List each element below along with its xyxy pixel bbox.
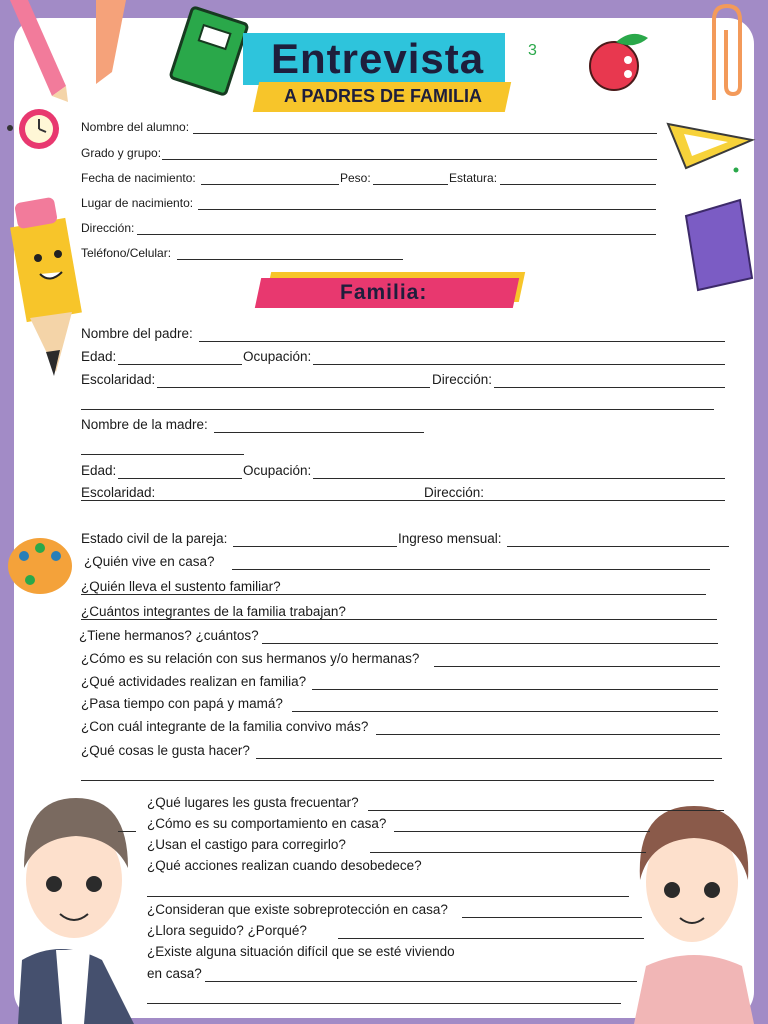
field-father-schooling[interactable] bbox=[157, 387, 430, 388]
question-6: ¿Qué actividades realizan en familia? bbox=[81, 674, 307, 689]
label-mother-occupation: Ocupación: bbox=[243, 463, 312, 478]
label-student-address: Dirección: bbox=[81, 221, 135, 235]
answer-13[interactable] bbox=[147, 896, 629, 897]
answer-12[interactable] bbox=[370, 852, 646, 853]
field-student-address[interactable] bbox=[137, 234, 656, 235]
label-grade: Grado y grupo: bbox=[81, 146, 162, 160]
question-2: ¿Quién lleva el sustento familiar? bbox=[81, 579, 281, 594]
question-9: ¿Qué cosas le gusta hacer? bbox=[81, 743, 250, 758]
question-12: ¿Usan el castigo para corregirlo? bbox=[147, 837, 346, 852]
mother-illustration bbox=[634, 806, 754, 1024]
label-phone: Teléfono/Celular: bbox=[81, 246, 172, 260]
field-height[interactable] bbox=[500, 184, 656, 185]
field-grade[interactable] bbox=[162, 159, 657, 160]
eraser-icon bbox=[686, 200, 752, 290]
set-square-icon bbox=[668, 124, 752, 168]
field-birth-date[interactable] bbox=[201, 184, 339, 185]
question-4: ¿Tiene hermanos? ¿cuántos? bbox=[79, 628, 259, 643]
answer-8[interactable] bbox=[376, 734, 720, 735]
clock-icon bbox=[19, 109, 59, 149]
page-subtitle: A PADRES DE FAMILIA bbox=[284, 86, 483, 106]
answer-11[interactable] bbox=[394, 831, 650, 832]
field-marital-status[interactable] bbox=[233, 546, 397, 547]
question-14: ¿Consideran que existe sobreprotección en casa? bbox=[147, 902, 448, 917]
label-father-age: Edad: bbox=[81, 349, 117, 364]
label-marital-status: Estado civil de la pareja: bbox=[81, 531, 228, 546]
field-mother-name[interactable] bbox=[214, 432, 424, 433]
answer-9-cont[interactable] bbox=[81, 780, 714, 781]
label-mother-address: Dirección: bbox=[424, 485, 485, 500]
answer-3[interactable] bbox=[81, 619, 717, 620]
question-8: ¿Con cuál integrante de la familia convivo más? bbox=[81, 719, 369, 734]
field-weight[interactable] bbox=[373, 184, 448, 185]
father-illustration bbox=[18, 798, 134, 1024]
answer-6[interactable] bbox=[312, 689, 718, 690]
answer-16[interactable] bbox=[205, 981, 637, 982]
label-weight: Peso: bbox=[340, 171, 371, 185]
answer-9[interactable] bbox=[256, 758, 722, 759]
answer-11-left[interactable] bbox=[118, 831, 136, 832]
field-birth-place[interactable] bbox=[198, 209, 656, 210]
question-5: ¿Cómo es su relación con sus hermanos y/o hermanas? bbox=[81, 651, 420, 666]
label-student-name: Nombre del alumno: bbox=[81, 120, 190, 134]
pink-pencil-icon bbox=[10, 0, 68, 102]
label-mother-schooling: Escolaridad: bbox=[81, 485, 156, 500]
field-student-name[interactable] bbox=[193, 133, 657, 134]
answer-7[interactable] bbox=[292, 711, 718, 712]
label-father-name: Nombre del padre: bbox=[81, 326, 193, 341]
answer-15[interactable] bbox=[338, 938, 644, 939]
field-father-age[interactable] bbox=[118, 364, 242, 365]
answer-5[interactable] bbox=[434, 666, 720, 667]
question-11: ¿Cómo es su comportamiento en casa? bbox=[147, 816, 387, 831]
field-mother-schooling-address[interactable] bbox=[81, 500, 725, 501]
answer-4[interactable] bbox=[262, 643, 718, 644]
field-income[interactable] bbox=[507, 546, 729, 547]
field-mother-name-cont[interactable] bbox=[81, 454, 244, 455]
field-mother-occupation[interactable] bbox=[313, 478, 725, 479]
crayon-icon bbox=[96, 0, 126, 84]
answer-16-cont[interactable] bbox=[147, 1003, 621, 1004]
question-7: ¿Pasa tiempo con papá y mamá? bbox=[81, 696, 283, 711]
question-10: ¿Qué lugares les gusta frecuentar? bbox=[147, 795, 359, 810]
field-phone[interactable] bbox=[177, 259, 403, 260]
answer-14[interactable] bbox=[462, 917, 642, 918]
label-father-schooling: Escolaridad: bbox=[81, 372, 156, 387]
label-birth-date: Fecha de nacimiento: bbox=[81, 171, 196, 185]
label-father-address: Dirección: bbox=[432, 372, 493, 387]
paint-palette-icon bbox=[8, 538, 72, 594]
field-father-occupation[interactable] bbox=[313, 364, 725, 365]
label-father-occupation: Ocupación: bbox=[243, 349, 312, 364]
label-income: Ingreso mensual: bbox=[398, 531, 502, 546]
question-15: ¿Llora seguido? ¿Porqué? bbox=[147, 923, 307, 938]
page-title: Entrevista bbox=[271, 35, 485, 82]
apple-icon bbox=[590, 34, 648, 90]
label-height: Estatura: bbox=[449, 171, 498, 185]
label-mother-age: Edad: bbox=[81, 463, 117, 478]
family-section-title: Familia: bbox=[340, 281, 428, 304]
field-father-address-cont[interactable] bbox=[81, 409, 714, 410]
answer-10[interactable] bbox=[368, 810, 724, 811]
question-13: ¿Qué acciones realizan cuando desobedece? bbox=[147, 858, 422, 873]
label-birth-place: Lugar de nacimiento: bbox=[81, 196, 194, 210]
question-16: ¿Existe alguna situación difícil que se esté viviendo bbox=[147, 944, 455, 959]
answer-1[interactable] bbox=[232, 569, 710, 570]
field-father-name[interactable] bbox=[199, 341, 725, 342]
title-banner bbox=[243, 33, 505, 85]
field-father-address[interactable] bbox=[494, 387, 725, 388]
paperclip-icon bbox=[714, 6, 740, 100]
label-mother-name: Nombre de la madre: bbox=[81, 417, 208, 432]
question-16-cont: en casa? bbox=[147, 966, 202, 981]
field-mother-age[interactable] bbox=[118, 478, 242, 479]
question-3: ¿Cuántos integrantes de la familia trabajan? bbox=[81, 604, 346, 619]
answer-2[interactable] bbox=[81, 594, 706, 595]
book-icon bbox=[170, 7, 248, 95]
smiling-pencil-icon bbox=[10, 197, 82, 376]
question-1: ¿Quién vive en casa? bbox=[84, 554, 215, 569]
apple-doodle-text: 3 bbox=[528, 42, 537, 59]
